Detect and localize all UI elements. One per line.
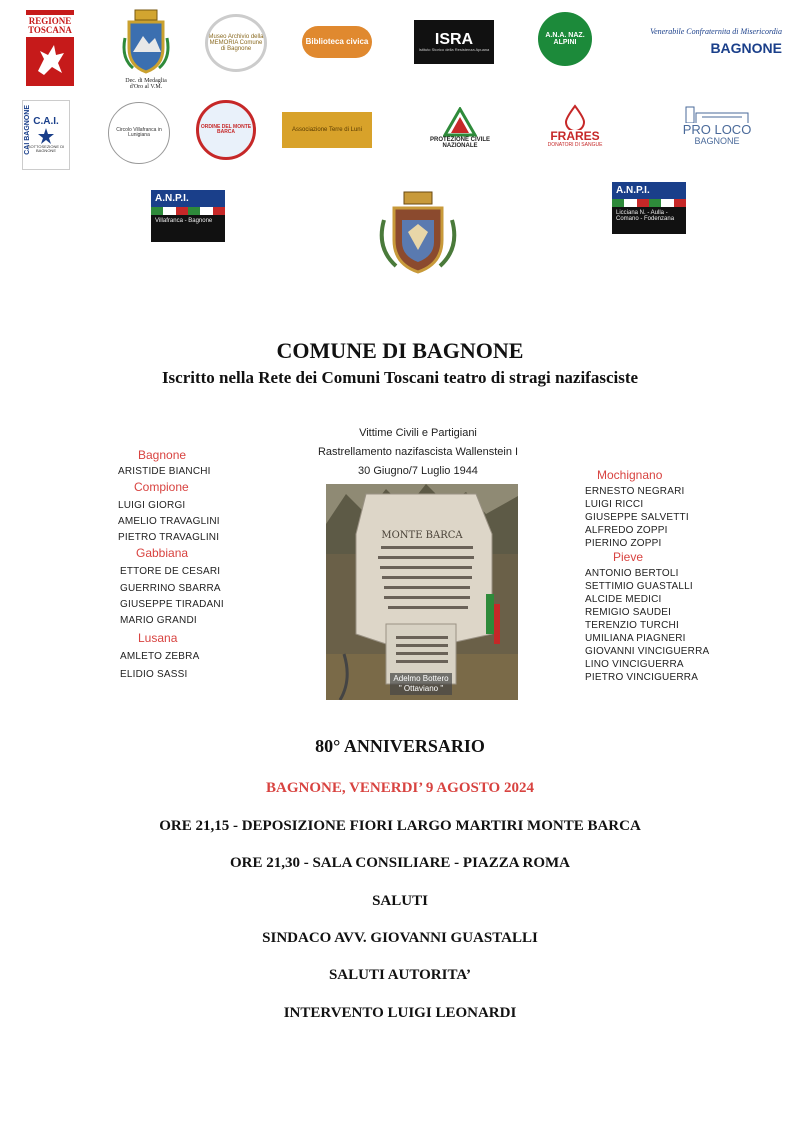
program-line-4: SINDACO AVV. GIOVANNI GUASTALLI xyxy=(262,930,538,946)
victim-name: LUIGI GIORGI xyxy=(118,500,186,511)
isra-text: ISRA xyxy=(434,30,474,48)
victim-name: PIETRO VINCIGUERRA xyxy=(585,672,699,683)
victim-name: ELIDIO SASSI xyxy=(120,669,188,680)
victim-name: ALFREDO ZOPPI xyxy=(585,525,668,536)
isra-logo xyxy=(414,20,494,64)
cai-small-text: SOTTOSEZIONE DI BAGNONE xyxy=(27,144,65,154)
museo-memoria-logo xyxy=(205,14,267,72)
program-line-1: ORE 21,15 - DEPOSIZIONE FIORI LARGO MARTIRI MONTE BARCA xyxy=(159,818,641,834)
proloco-text: PRO LOCO xyxy=(682,122,752,138)
place-label: Lusana xyxy=(138,631,178,645)
misericordia-logo xyxy=(626,16,782,68)
victim-name: ARISTIDE BIANCHI xyxy=(118,466,211,477)
caption-line1: Adelmo Bottero xyxy=(393,674,449,683)
anpi-left-title: A.N.P.I. xyxy=(151,190,225,207)
victim-name: REMIGIO SAUDEI xyxy=(585,607,672,618)
right-victims-list xyxy=(585,466,745,683)
circolo-text: Circolo Villafranca in Lunigiana xyxy=(116,126,162,138)
program-line-5: SALUTI AUTORITA’ xyxy=(328,967,472,983)
ana-text: A.N.A. NAZ. ALPINI xyxy=(545,31,585,46)
program-line-2: ORE 21,30 - SALA CONSILIARE - PIAZZA ROMA xyxy=(229,855,571,871)
frares-sub-text: DONATORI DI SANGUE xyxy=(547,141,603,148)
left-victims-list xyxy=(118,446,278,680)
anpi-villafranca-logo xyxy=(151,190,225,242)
memorial-photo xyxy=(326,484,518,700)
place-label: Bagnone xyxy=(138,448,187,462)
memorial-line1: Vittime Civili e Partigiani xyxy=(359,427,477,439)
bagnone-coat-of-arms-icon xyxy=(372,190,464,276)
victim-name: AMLETO ZEBRA xyxy=(120,651,200,662)
ordine-monte-barca-logo xyxy=(196,100,256,160)
circolo-logo xyxy=(108,102,170,164)
memorial-header xyxy=(290,424,546,481)
caption-line2: " Ottaviano " xyxy=(398,684,444,693)
isra-small-text: Istituto Storico della Resistenza Apuana xyxy=(418,47,490,53)
protezione-civile-logo xyxy=(424,96,496,160)
comune-stemma-logo xyxy=(118,4,174,94)
place-label: Mochignano xyxy=(597,468,663,482)
victim-name: TERENZIO TURCHI xyxy=(585,620,679,631)
victim-name: ALCIDE MEDICI xyxy=(585,594,662,605)
page-title: COMUNE DI BAGNONE xyxy=(276,338,524,363)
victim-name: UMILIANA PIAGNERI xyxy=(585,633,686,644)
coat-of-arms-icon xyxy=(121,8,171,76)
anpi-right-title: A.N.P.I. xyxy=(612,182,686,199)
ana-alpini-logo xyxy=(538,12,592,66)
cai-text: C.A.I. xyxy=(33,115,59,127)
tricolor-stripes xyxy=(151,207,225,215)
frares-text: FRARES xyxy=(550,129,600,144)
anpi-left-sub: Villafranca - Bagnone xyxy=(155,218,213,224)
biblioteca-text: Biblioteca civica xyxy=(305,36,369,46)
victim-name: GIUSEPPE SALVETTI xyxy=(585,512,689,523)
anniversary-heading: 80° ANNIVERSARIO xyxy=(315,736,485,756)
triangle-icon xyxy=(443,107,477,137)
misericordia-line2: BAGNONE xyxy=(710,39,782,56)
program-line-3: SALUTI xyxy=(372,893,428,909)
event-date: BAGNONE, VENERDI’ 9 AGOSTO 2024 xyxy=(266,780,534,796)
victim-name: SETTIMIO GUASTALLI xyxy=(585,581,693,592)
stone-inscription: MONTE BARCA xyxy=(381,530,463,541)
regione-logo-text: REGIONE TOSCANA xyxy=(26,15,74,38)
anpi-right-sub: Licciana N. - Aulla - Comano - Fodenzana xyxy=(616,210,675,222)
page-subtitle: Iscritto nella Rete dei Comuni Toscani teatro di stragi nazifasciste xyxy=(161,368,639,387)
victim-name: ERNESTO NEGRARI xyxy=(585,486,685,497)
pegasus-icon xyxy=(30,37,70,81)
victim-name: GUERRINO SBARRA xyxy=(120,583,221,594)
memorial-line2: Rastrellamento nazifascista Wallenstein I xyxy=(317,446,519,458)
biblioteca-logo xyxy=(302,26,372,58)
misericordia-line1: Venerabile Confraternita di Misericordia xyxy=(650,27,782,37)
victim-name: ANTONIO BERTOLI xyxy=(585,568,679,579)
cai-side-text: CAI BAGNONE xyxy=(24,105,31,155)
victim-name: LINO VINCIGUERRA xyxy=(585,659,684,670)
place-label: Gabbiana xyxy=(136,546,189,560)
victim-name: GIOVANNI VINCIGUERRA xyxy=(585,646,710,657)
victim-name: LUIGI RICCI xyxy=(585,499,644,510)
regione-toscana-logo xyxy=(26,10,74,86)
tricolor-stripes xyxy=(612,199,686,207)
star-icon xyxy=(37,127,55,145)
ordine-text: ORDINE DEL MONTE BARCA xyxy=(200,123,252,135)
stemma-caption: Dec. di Medaglia d'Oro al V.M. xyxy=(125,77,167,90)
place-label: Compione xyxy=(134,480,189,494)
memoria-text: Museo Archivio della MEMORIA Comune di Bagnone xyxy=(208,33,264,53)
victim-name: ETTORE DE CESARI xyxy=(120,566,221,577)
memorial-caption xyxy=(390,673,452,695)
place-label: Pieve xyxy=(613,550,644,564)
victim-name: MARIO GRANDI xyxy=(120,615,197,626)
terre-di-luni-logo xyxy=(282,112,372,148)
castle-icon xyxy=(682,101,752,123)
protezione-text: PROTEZIONE CIVILE NAZIONALE xyxy=(429,136,490,149)
victim-name: PIETRO TRAVAGLINI xyxy=(118,532,220,543)
drop-icon xyxy=(562,104,588,130)
cai-logo xyxy=(22,100,70,170)
proloco-sub-text: BAGNONE xyxy=(694,136,740,147)
proloco-logo xyxy=(664,92,770,156)
victim-name: AMELIO TRAVAGLINI xyxy=(118,516,220,527)
lunigiana-text: Associazione Terre di Luni xyxy=(292,126,362,133)
frares-logo xyxy=(540,94,610,158)
victim-name: PIERINO ZOPPI xyxy=(585,538,662,549)
program-line-6: INTERVENTO LUIGI LEONARDI xyxy=(283,1005,517,1021)
memorial-line3: 30 Giugno/7 Luglio 1944 xyxy=(358,465,478,477)
victim-name: GIUSEPPE TIRADANI xyxy=(120,599,224,610)
anpi-licciana-logo xyxy=(612,182,686,234)
